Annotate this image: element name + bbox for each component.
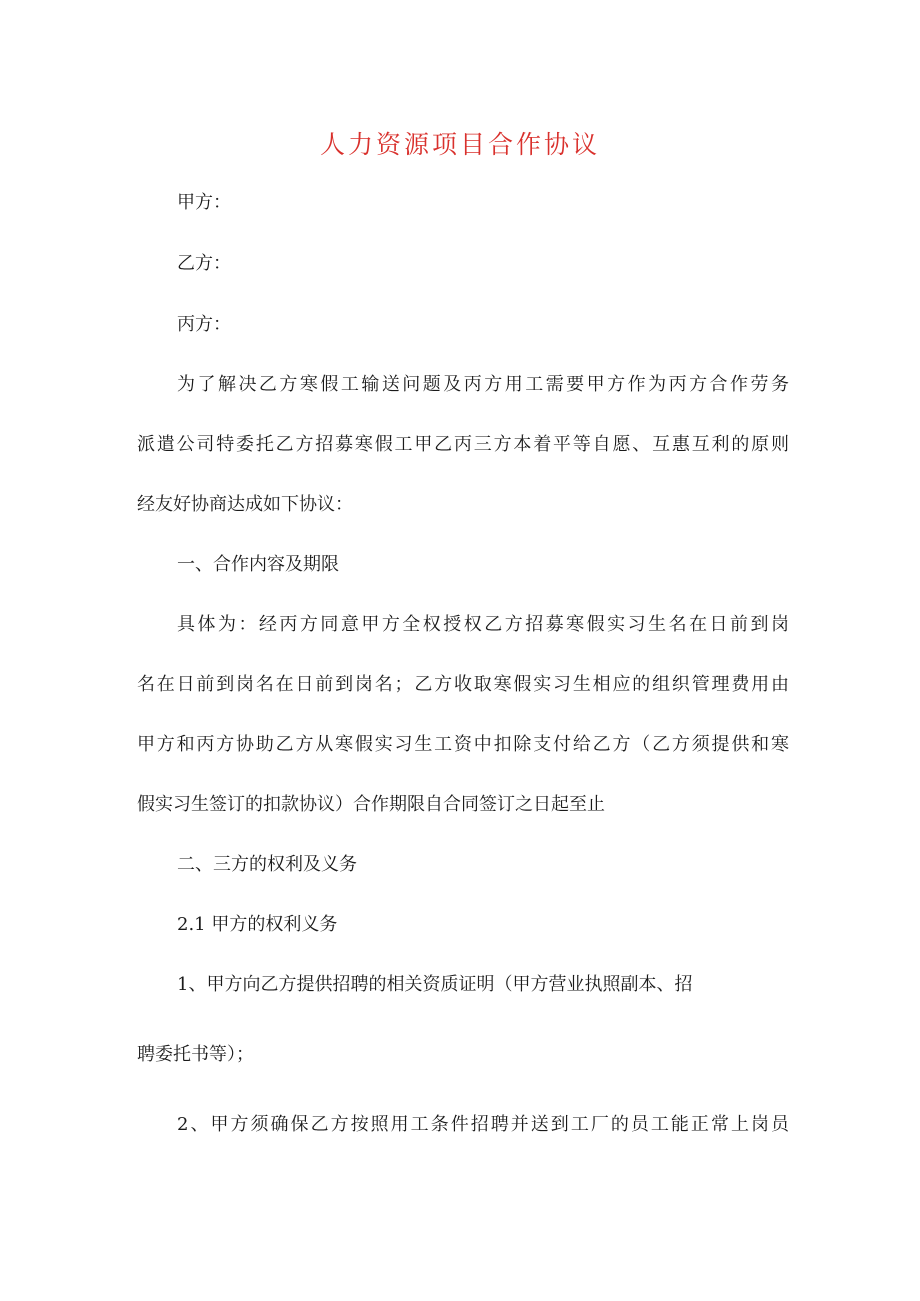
section1-body-line-4: 假实习生签订的扣款协议）合作期限自合同签订之日起至止 [137, 794, 605, 815]
document-title: 人力资源项目合作协议 [319, 130, 600, 159]
party-c-label: 丙方： [177, 314, 231, 335]
party-a-label: 甲方： [177, 192, 231, 213]
intro-line-2: 派遣公司特委托乙方招募寒假工甲乙丙三方本着平等自愿、互惠互利的原则 [137, 434, 789, 455]
intro-line-1: 为了解决乙方寒假工输送问题及丙方用工需要甲方作为丙方合作劳务 [177, 374, 789, 395]
section2-item2-line-1: 2、甲方须确保乙方按照用工条件招聘并送到工厂的员工能正常上岗员 [177, 1114, 789, 1135]
section2-subheading: 2.1 甲方的权利义务 [177, 914, 338, 935]
section2-item1-line-1: 1、甲方向乙方提供招聘的相关资质证明（甲方营业执照副本、招 [177, 974, 693, 995]
section1-body-line-1: 具体为：经丙方同意甲方全权授权乙方招募寒假实习生名在日前到岗 [177, 614, 789, 635]
section2-heading: 二、三方的权利及义务 [177, 854, 357, 875]
intro-line-3: 经友好协商达成如下协议： [137, 494, 353, 515]
section1-body-line-2: 名在日前到岗名在日前到岗名；乙方收取寒假实习生相应的组织管理费用由 [137, 674, 789, 695]
section2-item1-line-2: 聘委托书等）； [137, 1044, 254, 1065]
section1-heading: 一、合作内容及期限 [177, 554, 339, 575]
party-b-label: 乙方： [177, 253, 231, 274]
section1-body-line-3: 甲方和丙方协助乙方从寒假实习生工资中扣除支付给乙方（乙方须提供和寒 [137, 734, 789, 755]
